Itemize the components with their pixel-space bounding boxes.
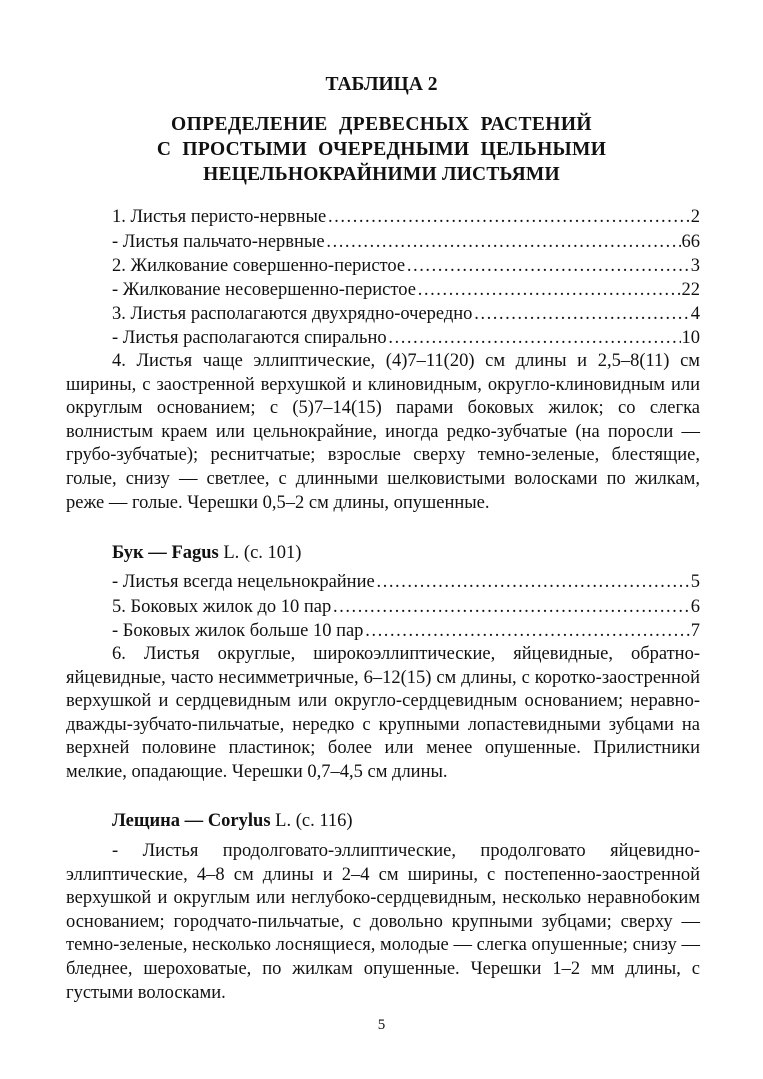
genus-latin-name: Fagus [171, 543, 219, 563]
key-entry-target: 10 [681, 328, 700, 348]
key-entry-label: 3. Листья располагаются двухрядно-очередно [112, 304, 473, 324]
genus-fagus [112, 541, 301, 565]
key-entry-target: 66 [681, 232, 700, 252]
key-entry-target: 2 [690, 207, 700, 227]
key-entry-target: 7 [690, 621, 700, 641]
leader-dots [327, 205, 690, 229]
key-entry-target: 3 [690, 256, 700, 276]
key-entry [112, 278, 700, 302]
key-entry-target: 22 [681, 280, 700, 300]
key-entry [112, 302, 700, 326]
page-number: 5 [377, 1017, 386, 1033]
title-line-1: ОПРЕДЕЛЕНИЕ ДРЕВЕСНЫХ РАСТЕНИЙ [171, 114, 592, 135]
key-entry [112, 205, 700, 229]
key-entry [112, 326, 700, 350]
key-entry-target: 6 [690, 597, 700, 617]
leader-dots [388, 326, 681, 350]
key-entry-label: - Листья располагаются спирально [112, 328, 387, 348]
title-line-2: С ПРОСТЫМИ ОЧЕРЕДНЫМИ ЦЕЛЬНЫМИ [156, 139, 607, 160]
table-label: ТАБЛИЦА 2 [325, 74, 438, 95]
key-entry-label: 1. Листья перисто-нервные [112, 207, 327, 227]
key-paragraph-4: 4. Листья чаще эллиптические, (4)7–11(20) см длины и 2,5–8(11) см ширины, с заостренной верхушкой и клиновидным, округло-клиновидным или округлым основанием; с (5)7–14(15) парами боковых жилок; со слегка волнистым краем или цельнокрайние, иногда редко-зубчатые (на поросли — грубо-зубчатые); реснитчатые; взрослые сверху темно-зеленые, блестящие, голые, снизу — светлее, с длинными шелковистыми волосками по жилкам, реже — голые. Черешки 0,5–2 см длины, опушенные. [66, 351, 700, 513]
leader-dots [332, 595, 689, 619]
leader-dots [376, 570, 690, 594]
key-entry [112, 254, 700, 278]
key-entry-label: - Листья всегда нецельнокрайние [112, 572, 375, 592]
key-paragraph-6: 6. Листья округлые, широкоэллиптические, яйцевидные, обратно-яйцевидные, часто несимметричные, 6–12(15) см длины, с коротко-заостренной верхушкой и сердцевидным или округло-сердцевидным основанием; неравно-дважды-зубчато-пильчатые, нередко с крупными лопастевидными зубцами на верхней половине пластинок; более или менее опушенные. Прилистники мелкие, опадающие. Черешки 0,7–4,5 см длины. [66, 644, 700, 782]
genus-reference: L. (с. 116) [275, 811, 353, 831]
leader-dots [417, 278, 681, 302]
key-entry [112, 595, 700, 619]
leader-dots [473, 302, 689, 326]
key-entry-target: 4 [690, 304, 700, 324]
key-entry-label: 5. Боковых жилок до 10 пар [112, 597, 332, 617]
key-entry-label: - Боковых жилок больше 10 пар [112, 621, 364, 641]
title-line-3: НЕЦЕЛЬНОКРАЙНИМИ ЛИСТЬЯМИ [203, 164, 560, 185]
key-entry-target: 5 [690, 572, 700, 592]
key-entry-label: - Жилкование несовершенно-перистое [112, 280, 416, 300]
genus-russian-name: Бук — [112, 543, 167, 563]
key-entry [112, 230, 700, 254]
genus-latin-name: Corylus [207, 811, 271, 831]
key-paragraph-alternate: - Листья продолговато-эллиптические, продолговато яйцевидно-эллиптические, 4–8 см длины и 2–4 см ширины, с постепенно-заостренной верхушкой и округлым или неглубоко-сердцевидным, несколько неравнобоким основанием; городчато-пильчатые, с довольно крупными зубцами; сверху — темно-зеленые, несколько лоснящиеся, молодые — слегка опушенные; снизу — бледнее, шероховатые, по жилкам опушенные. Черешки 1–2 мм длины, с густыми волосками. [66, 841, 700, 1003]
leader-dots [406, 254, 690, 278]
genus-russian-name: Лещина — [112, 811, 204, 831]
key-entry-label: 2. Жилкование совершенно-перистое [112, 256, 406, 276]
leader-dots [326, 230, 681, 254]
key-entry-label: - Листья пальчато-нервные [112, 232, 325, 252]
key-entry [112, 619, 700, 643]
leader-dots [364, 619, 689, 643]
genus-reference: L. (с. 101) [223, 543, 302, 563]
genus-corylus [112, 809, 353, 833]
key-entry [112, 570, 700, 594]
